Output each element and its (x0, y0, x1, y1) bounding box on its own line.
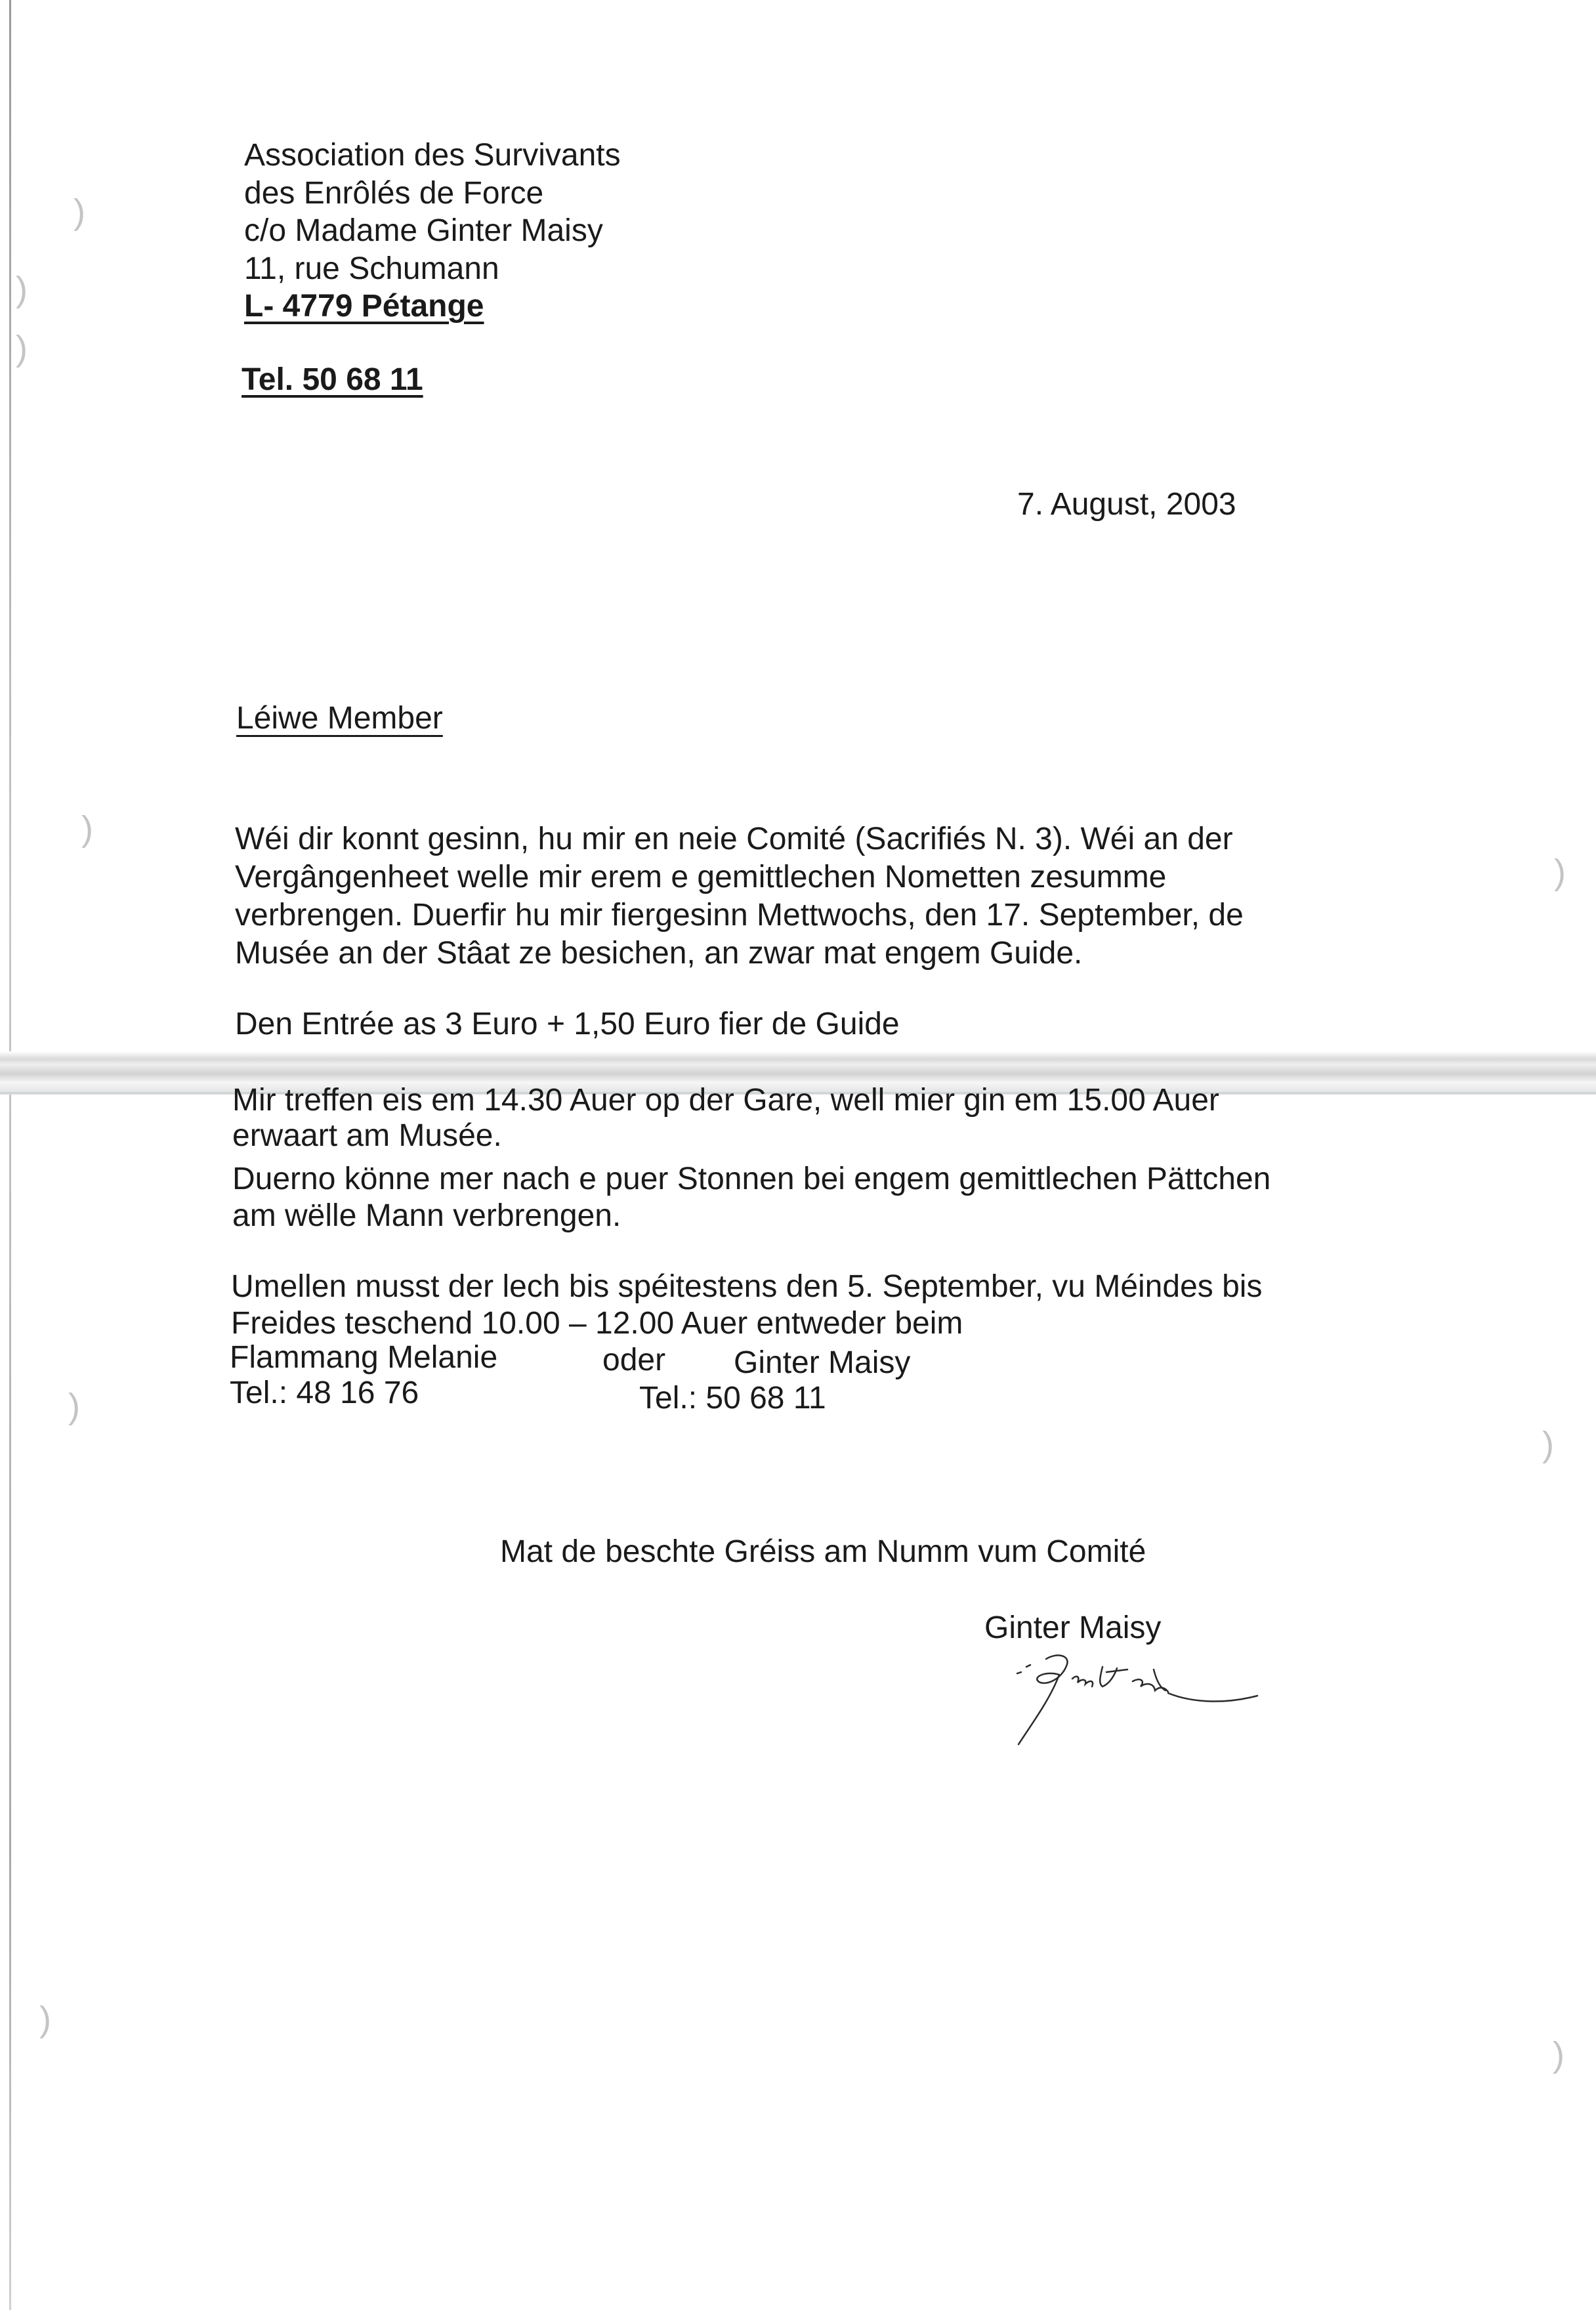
punch-hole-mark: ) (39, 2000, 51, 2039)
paragraph-2-line: erwaart am Musée. (232, 1118, 502, 1153)
sender-line-4: 11, rue Schumann (244, 251, 499, 286)
paragraph-2-line: Mir treffen eis em 14.30 Auer op der Gare, well mier gin em 15.00 Auer (232, 1083, 1219, 1118)
paragraph-2-line: Duerno könne mer nach e puer Stonnen bei engem gemittlechen Pättchen (232, 1162, 1271, 1196)
price-line: Den Entrée as 3 Euro + 1,50 Euro fier de Guide (235, 1007, 900, 1041)
binder-margin-line (9, 0, 11, 2310)
salutation: Léiwe Member (236, 701, 443, 736)
letter-date: 7. August, 2003 (1017, 487, 1236, 522)
punch-hole-mark: ) (1542, 1425, 1554, 1464)
sender-telephone: Tel. 50 68 11 (242, 362, 423, 397)
punch-hole-mark: ) (1553, 2035, 1564, 2074)
sender-line-3: c/o Madame Ginter Maisy (244, 213, 603, 248)
signer-name: Ginter Maisy (984, 1610, 1162, 1645)
punch-hole-mark: ) (74, 192, 85, 232)
punch-hole-mark: ) (16, 270, 28, 309)
handwritten-signature (1004, 1641, 1293, 1759)
paragraph-1-line: verbrengen. Duerfir hu mir fiergesinn Mettwochs, den 17. September, de (235, 898, 1244, 933)
paragraph-1-line: Vergângenheet welle mir erem e gemittlechen Nometten zesumme (235, 860, 1167, 894)
closing-line: Mat de beschte Gréiss am Numm vum Comité (500, 1534, 1146, 1569)
punch-hole-mark: ) (16, 329, 28, 368)
sender-line-2: des Enrôlés de Force (244, 176, 544, 211)
paragraph-3-line: Umellen musst der lech bis spéitestens den 5. September, vu Méindes bis (231, 1269, 1263, 1304)
punch-hole-mark: ) (81, 809, 93, 849)
contact-name-1: Flammang Melanie (230, 1340, 498, 1375)
contact-name-2: Ginter Maisy (734, 1345, 911, 1380)
contact-tel-1: Tel.: 48 16 76 (230, 1376, 419, 1410)
sender-postal-city: L- 4779 Pétange (244, 289, 484, 324)
contact-tel-2: Tel.: 50 68 11 (639, 1381, 826, 1416)
sender-line-1: Association des Survivants (244, 138, 621, 173)
contact-or: oder (602, 1343, 666, 1377)
paragraph-3-line: Freides teschend 10.00 – 12.00 Auer entweder beim (231, 1306, 963, 1341)
punch-hole-mark: ) (68, 1387, 80, 1426)
paragraph-1-line: Wéi dir konnt gesinn, hu mir en neie Comité (Sacrifiés N. 3). Wéi an der (235, 822, 1233, 856)
paragraph-1-line: Musée an der Stâat ze besichen, an zwar mat engem Guide. (235, 936, 1083, 971)
paragraph-2-line: am wëlle Mann verbrengen. (232, 1198, 621, 1233)
punch-hole-mark: ) (1554, 852, 1566, 892)
